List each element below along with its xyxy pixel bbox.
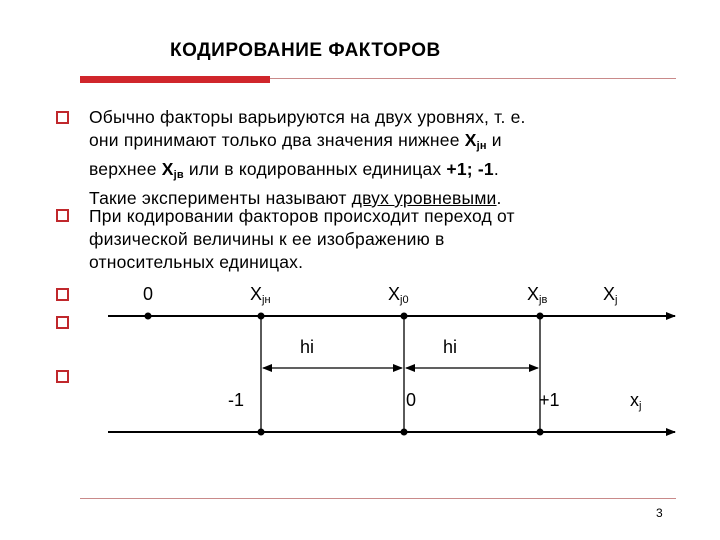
- hi-left-label: hi: [300, 337, 315, 357]
- axis1-origin-point: [145, 313, 152, 320]
- two-level-term: двух уровневыми: [351, 188, 497, 208]
- slide-title: КОДИРОВАНИЕ ФАКТОРОВ: [170, 40, 441, 61]
- axis2-zero-point: [401, 429, 408, 436]
- p2-line3: относительных единицах.: [89, 252, 304, 272]
- p1-line2-tail: и: [486, 130, 502, 150]
- p1-line3-text: верхнее: [89, 159, 162, 179]
- p1-line4-text: Такие эксперименты называют: [89, 188, 352, 208]
- coded-units: +1; -1: [446, 159, 494, 179]
- axis1-xj0-label: $X_{j0}$: [388, 284, 409, 306]
- x-jn-symbol: $X_{jн}$: [464, 130, 487, 152]
- p2-line2: физической величины к ее изображению в: [89, 229, 445, 249]
- p1-line4-tail: .: [496, 188, 502, 208]
- axis2-zero-label: 0: [406, 390, 417, 410]
- page-number: 3: [656, 506, 663, 520]
- footer-rule: [80, 498, 676, 499]
- axis1-xj-label: $X_j$: [603, 284, 618, 306]
- x-jv-symbol: $X_{jв}$: [161, 159, 184, 181]
- axis1-zero-label: 0: [143, 284, 154, 304]
- p1-line1: Обычно факторы варьируются на двух уровнях, т. е.: [89, 107, 526, 127]
- axis1-xjn-label: $X_{jн}$: [250, 284, 271, 306]
- p2-line1: При кодировании факторов происходит переход от: [89, 206, 515, 226]
- axis2-plus1-label: +1: [539, 390, 560, 410]
- axis1-xjv-label: $X_{jв}$: [527, 284, 548, 306]
- axis2-minus1-point: [258, 429, 265, 436]
- p1-line3-tail: .: [493, 159, 499, 179]
- p1-line2-text: они принимают только два значения нижнее: [89, 130, 465, 150]
- axis2-plus1-point: [537, 429, 544, 436]
- axis2-minus1-label: -1: [228, 390, 245, 410]
- hi-right-label: hi: [443, 337, 458, 357]
- p1-line3-mid: или в кодированных единицах: [183, 159, 447, 179]
- axis2-xj-label: $x_j$: [630, 390, 642, 412]
